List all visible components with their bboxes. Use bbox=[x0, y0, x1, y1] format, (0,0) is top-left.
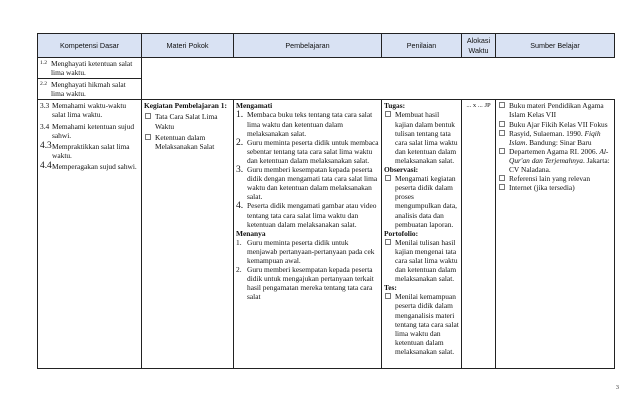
alokasi-cell bbox=[462, 100, 496, 369]
kd-number: 1.2 bbox=[40, 60, 47, 66]
kd-number: 2.2 bbox=[40, 81, 47, 88]
sumber-item: Internet (jika tersedia) bbox=[509, 183, 575, 193]
checkbox-icon bbox=[499, 130, 505, 136]
kd-text: Memahami waktu-waktu salat lima waktu. bbox=[52, 101, 127, 120]
sumber-cell bbox=[496, 100, 615, 369]
sumber-item: Buku materi Pendidikan Agama Islam Kelas VII bbox=[509, 101, 604, 120]
step-number: 1. bbox=[236, 237, 242, 247]
sumber-text: Rasyid, Sulaeman. 1990. bbox=[509, 128, 585, 138]
kd-cell bbox=[38, 58, 142, 79]
checkbox-icon bbox=[385, 111, 391, 117]
section-title-menanya: Menanya bbox=[236, 228, 266, 238]
checkbox-icon bbox=[145, 113, 151, 119]
table-row bbox=[38, 100, 615, 369]
sumber-text: . Jakarta: CV Naladana. bbox=[509, 155, 610, 175]
step-number: 2. bbox=[236, 265, 242, 275]
kd-cell bbox=[38, 79, 142, 100]
header-penilaian: Penilaian bbox=[382, 34, 462, 58]
penilaian-text: Mengamati kegiatan peserta didik dalam proses mengumpulkan data, analisis data dan pembuatan laporan. bbox=[395, 174, 457, 229]
pembelajaran-cell bbox=[234, 100, 382, 369]
syllabus-table bbox=[37, 33, 615, 369]
alokasi-value: ... x ... JP bbox=[466, 102, 491, 110]
kd-text: Menghayati ketentuan salat lima waktu. bbox=[51, 59, 133, 78]
step-text: Guru meminta peserta didik untuk membaca sebentar tentang tata cara salat lima waktu dan ketentuan dalam melaksanakan salat. bbox=[247, 137, 379, 165]
sumber-text: . Bandung: Sinar Baru bbox=[525, 137, 592, 147]
kd-number: 4.4 bbox=[40, 160, 52, 171]
step-number: 2. bbox=[236, 136, 244, 148]
step-text: Membaca buku teks tentang tata cara salat lima waktu dan ketentuan dalam melaksanakan salat. bbox=[247, 110, 373, 138]
header-pembelajaran: Pembelajaran bbox=[234, 34, 382, 58]
materi-item: Ketentuan dalam Melaksanakan Salat bbox=[155, 132, 215, 151]
section-title-observasi: Observasi: bbox=[384, 165, 419, 175]
table-row bbox=[38, 58, 615, 79]
step-text: Guru memberi kesempatan kepada peserta didik untuk mengajukan pertanyaan terkait hasil pengamatan mereka tentang tata cara salat bbox=[247, 265, 374, 302]
materi-cell bbox=[142, 100, 234, 369]
sumber-item: Referensi lain yang relevan bbox=[509, 174, 591, 184]
kd-number: 3.4 bbox=[40, 121, 50, 131]
header-kompetensi-dasar: Kompetensi Dasar bbox=[38, 34, 142, 58]
checkbox-icon bbox=[499, 102, 505, 108]
header-sumber-belajar: Sumber Belajar bbox=[496, 34, 615, 58]
penilaian-text: Menilai tulisan hasil kajian mengenai tata cara salat lima waktu dan ketentuan dalam melaksanakan salat. bbox=[395, 237, 458, 284]
section-title-mengamati: Mengamati bbox=[236, 101, 273, 111]
step-number: 3. bbox=[236, 164, 244, 176]
kd-text: Mempraktikkan salat lima waktu. bbox=[52, 141, 130, 160]
penilaian-cell bbox=[382, 100, 462, 369]
checkbox-icon bbox=[499, 148, 505, 154]
step-text: Guru memberi kesempatan kepada peserta didik dengan mengamati tata cara salat lima waktu dan ketentuan dalam melaksanakan salat. bbox=[247, 165, 378, 202]
step-text: Guru meminta peserta didik untuk menjawab pertanyaan-pertanyaan pada cek kemampuan awal. bbox=[247, 237, 375, 265]
materi-item: Tata Cara Salat Lima Waktu bbox=[155, 112, 218, 131]
kd-number: 3.3 bbox=[40, 101, 50, 111]
sumber-title: Al-Qur'an dan Terjemahnya bbox=[509, 146, 609, 165]
kd-text: Memahami ketentuan sujud sahwi. bbox=[52, 121, 135, 140]
materi-title: Kegiatan Pembelajaran 1: bbox=[144, 101, 227, 111]
checkbox-icon bbox=[145, 134, 151, 140]
sumber-title: Fiqih Islam bbox=[509, 128, 601, 147]
checkbox-icon bbox=[499, 121, 505, 127]
checkbox-icon bbox=[499, 184, 505, 190]
page-number: 3 bbox=[615, 384, 619, 391]
checkbox-icon bbox=[385, 293, 391, 299]
sumber-item: Buku Ajar Fikih Kelas VII Fokus bbox=[509, 119, 608, 129]
kd-text: Menghayati hikmah salat lima waktu. bbox=[51, 80, 126, 99]
kd-number: 4.3 bbox=[40, 140, 52, 151]
section-title-tes: Tes: bbox=[384, 283, 397, 293]
section-title-tugas: Tugas: bbox=[384, 101, 406, 111]
kd-main-cell bbox=[38, 100, 142, 369]
step-text: Peserta didik mengamati gambar atau video tentang tata cara salat lima waktu dan ketentuan dalam melaksanakan salat. bbox=[247, 201, 377, 229]
checkbox-icon bbox=[385, 239, 391, 245]
penilaian-text: Menilai kemampuan peserta didik dalam menganalisis materi tentang tata cara salat lima waktu dan ketentuan dalam melaksanakan salat. bbox=[395, 292, 459, 356]
step-number: 4. bbox=[236, 200, 244, 212]
sumber-item bbox=[509, 129, 612, 147]
table-header-row bbox=[38, 34, 615, 58]
section-title-portofolio: Portofolio: bbox=[384, 228, 419, 238]
step-number: 1. bbox=[236, 109, 244, 121]
kd-text: Memperagakan sujud sahwi. bbox=[52, 161, 137, 171]
header-alokasi-waktu: Alokasi Waktu bbox=[462, 34, 496, 58]
sumber-text: Departemen Agama RI. 2006. bbox=[509, 146, 600, 156]
header-materi-pokok: Materi Pokok bbox=[142, 34, 234, 58]
checkbox-icon bbox=[385, 175, 391, 181]
penilaian-text: Membuat hasil kajian dalam bentuk tulisan tentang tata cara salat lima waktu dan ketentuan dalam melaksanakan salat. bbox=[395, 110, 458, 165]
checkbox-icon bbox=[499, 175, 505, 181]
sumber-item bbox=[509, 147, 612, 174]
